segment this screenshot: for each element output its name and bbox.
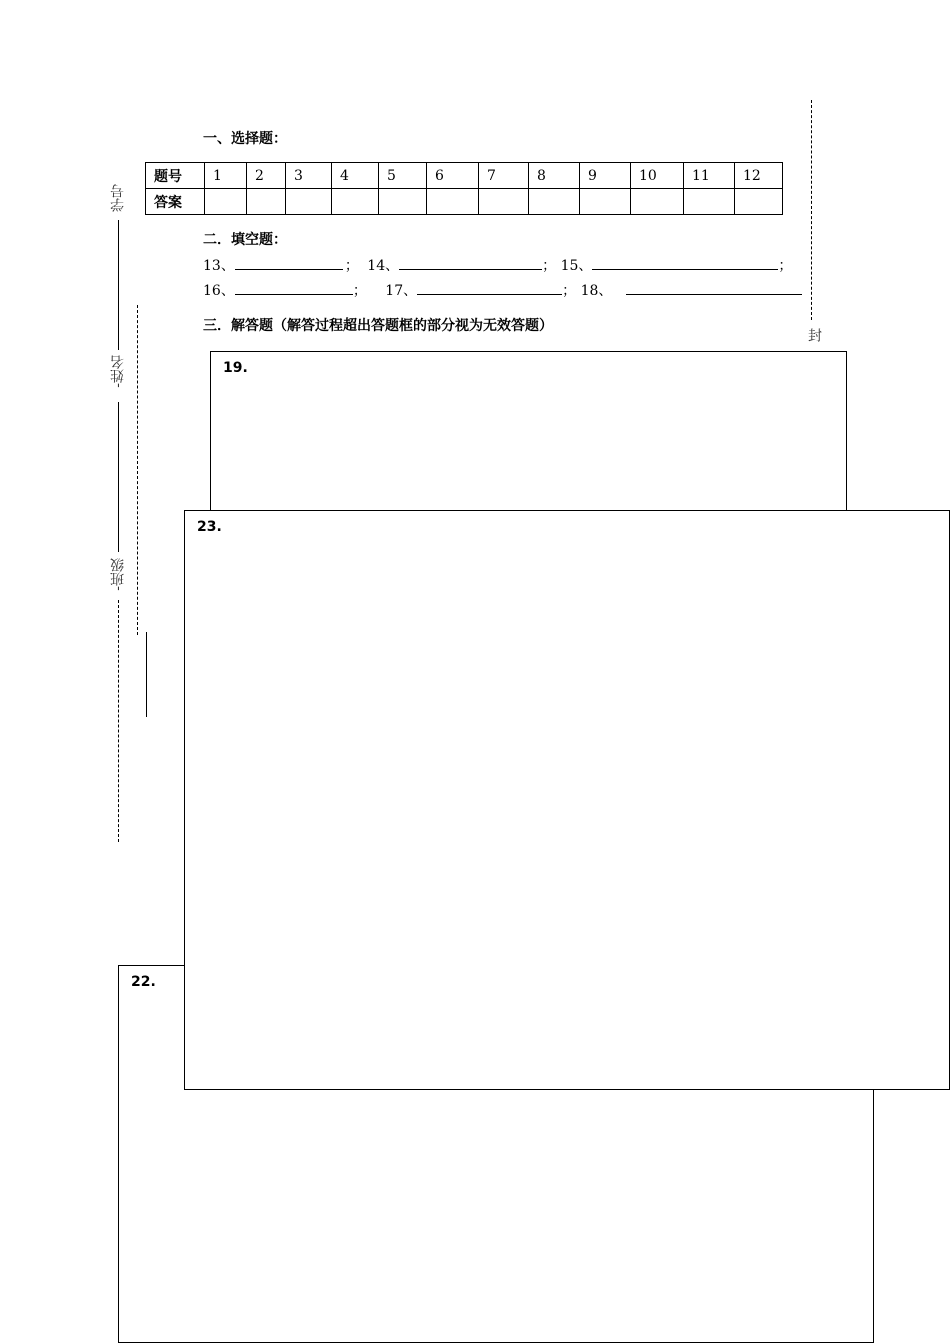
fill-row-1 — [203, 255, 792, 275]
q18-label: 18、 — [580, 283, 613, 299]
student-name-line — [118, 402, 119, 552]
answer-cell[interactable] — [735, 189, 783, 215]
table-cell-number: 12 — [735, 163, 783, 189]
separator: ； — [778, 258, 793, 274]
separator: ； — [562, 283, 577, 299]
separator: ； — [542, 258, 557, 274]
binding-dashed-line-left — [118, 600, 119, 842]
table-cell-number: 4 — [332, 163, 379, 189]
answer-box-19[interactable] — [210, 351, 847, 523]
q15-label: 15、 — [560, 258, 593, 274]
answer-cell[interactable] — [631, 189, 684, 215]
section-choice-title: 一、选择题： — [203, 131, 287, 147]
table-cell-number: 11 — [684, 163, 735, 189]
answer-cell[interactable] — [580, 189, 631, 215]
student-name-label: -姓名 — [110, 355, 126, 388]
q18-blank[interactable] — [626, 280, 802, 295]
q17-blank[interactable] — [417, 280, 562, 295]
table-cell-number: 2 — [247, 163, 286, 189]
binding-dashed-line-right — [811, 100, 812, 320]
answer-table — [145, 162, 783, 215]
table-cell-number: 3 — [286, 163, 332, 189]
q16-blank[interactable] — [235, 280, 353, 295]
table-header-number: 题号 — [146, 163, 205, 189]
table-cell-number: 7 — [479, 163, 529, 189]
separator: ； — [344, 258, 359, 274]
table-cell-number: 6 — [427, 163, 479, 189]
box-19-number: 19. — [223, 360, 248, 376]
box-23-number: 23. — [197, 519, 222, 535]
student-id-label: 学号 — [110, 184, 126, 212]
answer-cell[interactable] — [332, 189, 379, 215]
answer-box-23[interactable] — [184, 510, 950, 1090]
answer-cell[interactable] — [247, 189, 286, 215]
answer-cell[interactable] — [427, 189, 479, 215]
separator: ； — [352, 283, 367, 299]
fill-row-2 — [203, 280, 802, 300]
section-fill-title: 二．填空题： — [203, 232, 287, 248]
table-header-answer: 答案 — [146, 189, 205, 215]
seal-label: 封 — [806, 328, 822, 342]
table-cell-number: 10 — [631, 163, 684, 189]
q14-blank[interactable] — [399, 255, 542, 270]
section-answer-title: 三．解答题（解答过程超出答题框的部分视为无效答题） — [203, 318, 553, 334]
q14-label: 14、 — [367, 258, 400, 274]
q16-label: 16、 — [203, 283, 235, 299]
q13-label: 13、 — [203, 258, 235, 274]
table-cell-number: 8 — [529, 163, 580, 189]
table-cell-number: 1 — [205, 163, 247, 189]
box-22-number: 22. — [131, 974, 156, 990]
binding-solid-line-inner — [146, 632, 147, 717]
answer-cell[interactable] — [205, 189, 247, 215]
answer-cell[interactable] — [286, 189, 332, 215]
table-cell-number: 9 — [580, 163, 631, 189]
q13-blank[interactable] — [235, 255, 343, 270]
q17-label: 17、 — [385, 283, 418, 299]
answer-cell[interactable] — [479, 189, 529, 215]
table-row-answers — [146, 189, 783, 215]
answer-cell[interactable] — [379, 189, 427, 215]
table-cell-number: 5 — [379, 163, 427, 189]
answer-cell[interactable] — [529, 189, 580, 215]
binding-dashed-line-inner — [137, 305, 138, 635]
table-row-numbers — [146, 163, 783, 189]
class-label: -班级 — [110, 558, 126, 591]
student-id-line — [118, 220, 119, 350]
answer-cell[interactable] — [684, 189, 735, 215]
q15-blank[interactable] — [592, 255, 778, 270]
